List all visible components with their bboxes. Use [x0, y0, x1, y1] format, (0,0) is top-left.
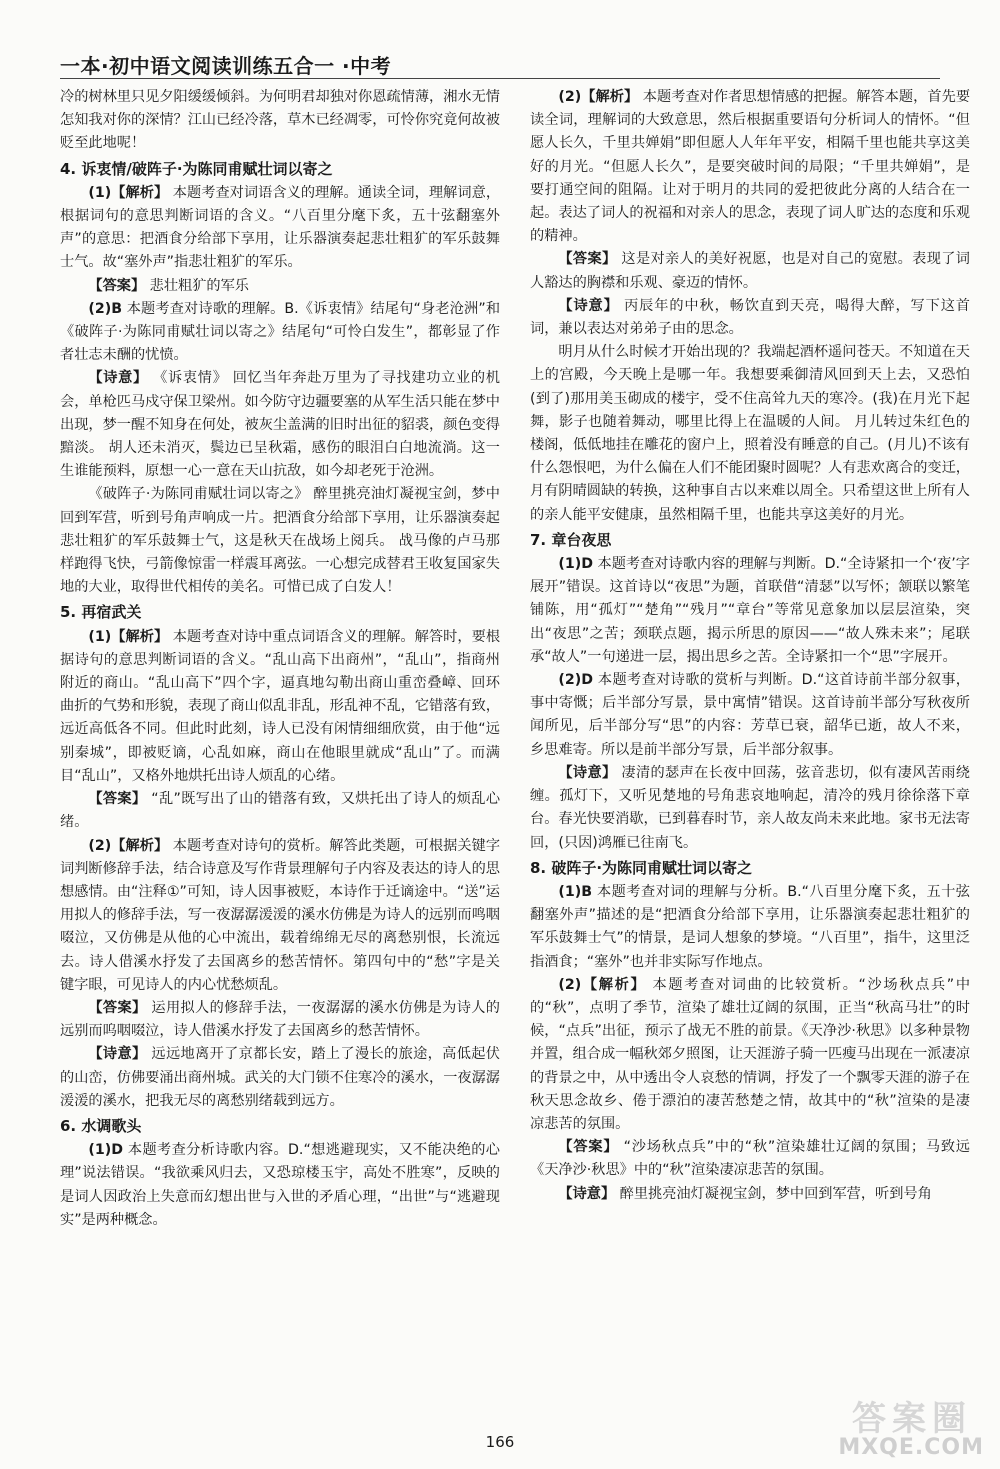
- section-heading: [60, 1115, 500, 1138]
- answer-tag: 【答案】: [558, 1139, 619, 1156]
- paragraph-text: 这是对亲人的美好祝愿，也是对自己的宽慰。表现了词人豁达的胸襟和乐观、豪迈的情怀。: [530, 251, 970, 291]
- paragraph: [60, 367, 500, 483]
- paragraph-text: 运用拟人的修辞手法，一夜潺潺的溪水仿佛是为诗人的远别而呜咽啜泣，诗人借溪水抒发了去国离乡的愁苦情怀。: [60, 999, 500, 1040]
- answer-tag: (1)【解析】: [88, 184, 169, 201]
- answer-tag: (2)B: [88, 300, 123, 317]
- answer-tag: (2)【解析】: [558, 976, 647, 993]
- answer-tag: 【诗意】: [88, 1046, 147, 1063]
- paragraph: [530, 762, 970, 855]
- paragraph-text: 8. 破阵子·为陈同甫赋壮词以寄之: [530, 858, 753, 877]
- section-heading: [60, 158, 500, 181]
- right-column: [530, 86, 970, 1206]
- answer-tag: 【诗意】: [558, 297, 619, 314]
- paragraph-text: 凄清的瑟声在长夜中回荡，弦音悲切，似有凄风苦雨绕缠。孤灯下，又听见楚地的号角悲哀地响起，清冷的残月徐徐落下章台。春光快要消歇，已到暮春时节，亲人故友尚未来此地。家书无法寄回，(只因)鸿雁已往南飞。: [530, 764, 970, 851]
- paragraph: [60, 1043, 500, 1113]
- paragraph: [60, 997, 500, 1043]
- paragraph-text: 本题考查对诗歌内容的理解与判断。D.“全诗紧扣一个‘夜’字展开”错误。这首诗以“夜思”为题，首联借“清瑟”以写怀；颔联以繁笔铺陈，用“孤灯”“楚角”“残月”“章台”等常见意象加以层层渲染，突出“夜思”之苦；颈联点题，揭示所思的原因——“故人殊未来”；尾联承“故人”一句递进一层，揭出思乡之苦。全诗紧扣一个“思”字展开。: [530, 556, 970, 665]
- paragraph: [60, 788, 500, 834]
- answer-tag: (1)【解析】: [88, 628, 169, 645]
- answer-tag: 【诗意】: [558, 764, 617, 781]
- paragraph-text: 本题考查分析诗歌内容。D.“想逃避现实，又不能决绝的心理”说法错误。“我欲乘风归去，又恐琼楼玉宇，高处不胜寒”，反映的是词人因政治上失意而幻想出世与入世的矛盾心理，“出世”与“逃避现实”是两种概念。: [60, 1142, 500, 1228]
- paragraph-text: 6. 水调歌头: [60, 1116, 142, 1135]
- page-header-title: 一本·初中语文阅读训练五合一 ·中考: [60, 54, 392, 78]
- paragraph-text: 明月从什么时候才开始出现的？我端起酒杯遥问苍天。不知道在天上的宫殿，今天晚上是哪一年。我想要乘御清风回到天上去，又恐怕(到了)那用美玉砌成的楼宇，受不住高耸九天的寒冷。(我)在月光下起舞，影子也随着舞动，哪里比得上在温暖的人间。 月儿转过朱红色的楼阁，低低地挂在雕花的窗户上，照着没有睡意的自己。(月儿)不该有什么怨恨吧，为什么偏在人们不能团聚时圆呢？人有悲欢离合的变迁，月有阴晴圆缺的转换，这种事自古以来难以周全。只希望这世上所有人的亲人能平安健康，虽然相隔千里，也能共享这美好的月光。: [530, 344, 970, 523]
- paragraph: [60, 86, 500, 156]
- paragraph-text: “乱”既写出了山的错落有致，又烘托出了诗人的烦乱心绪。: [60, 791, 501, 831]
- paragraph: [530, 248, 970, 294]
- paragraph: [530, 86, 970, 248]
- paragraph-text: 《破阵子·为陈同甫赋壮词以寄之》 醉里挑亮油灯凝视宝剑，梦中回到军营，听到号角声响成一片。把酒食分给部下享用，让乐器演奏起悲壮粗犷的军乐鼓舞士气，这是秋天在战场上阅兵。 战马像的卢马那样跑得飞快，弓箭像惊雷一样震耳离弦。一心想完成替君王收复国家失地的大业，取得世代相传的美名。可惜已成了白发人！: [60, 486, 500, 596]
- answer-tag: 【答案】: [558, 251, 617, 268]
- answer-tag: 【答案】: [88, 277, 146, 294]
- answer-tag: (1)D: [558, 556, 594, 573]
- paragraph-text: 《诉衷情》 回忆当年奔赴万里为了寻找建功立业的机会，单枪匹马戍守保卫梁州。如今防守边疆要塞的从军生活只能在梦中出现，梦一醒不知身在何处，被灰尘盖满的旧时出征的貂裘，颜色变得黯淡。 胡人还未消灭，鬓边已呈秋霜，感伤的眼泪白白地流淌。这一生谁能预料，原想一心一意在天山抗敌，如今却老死于沧洲。: [60, 370, 500, 480]
- paragraph: [530, 341, 970, 527]
- paragraph-text: 本题考查对词的理解与分析。B.“八百里分麾下炙，五十弦翻塞外声”描述的是“把酒食分给部下享用，让乐器演奏起悲壮粗犷的军乐鼓舞士气”的情景，是词人想象的梦境。“八百里”，指牛，这里泛指酒食；“塞外”也并非实际写作地点。: [530, 883, 970, 970]
- answer-tag: 【诗意】: [558, 1185, 616, 1202]
- paragraph: [60, 483, 500, 599]
- paragraph-text: 本题考查对诗句的赏析。解答此类题，可根据关键字词判断修辞手法，结合诗意及写作背景理解句子内容及表达的诗人的思想感情。由“注释①”可知，诗人因事被贬，本诗作于迁谪途中。“送”运用拟人的修辞手法，写一夜潺潺湲湲的溪水仿佛是为诗人的远别而鸣咽啜泣，又仿佛是从他的心中流出，载着绵绵无尽的离愁别恨，长流远去。诗人借溪水抒发了去国离乡的愁苦情怀。第四句中的“愁”字是关键字眼，可见诗人的内心忧愁烦乱。: [60, 837, 501, 993]
- paragraph-text: 4. 诉衷情/破阵子·为陈同甫赋壮词以寄之: [60, 159, 333, 178]
- paragraph-text: 本题考查对词曲的比较赏析。“沙场秋点兵”中的“秋”，点明了季节，渲染了雄壮辽阔的氛围，正当“秋高马壮”的时候，“点兵”出征，预示了战无不胜的前景。《天净沙·秋思》以多种景物并置，组合成一幅秋郊夕照图，让天涯游子骑一匹瘦马出现在一派凄凉的背景之中，从中透出令人哀愁的情调，抒发了一个飘零天涯的游子在秋天思念故乡、倦于漂泊的凄苦愁楚之情，故其中的“秋”渲染的是凄凉悲苦的氛围。: [530, 976, 971, 1132]
- paragraph-text: 丙辰年的中秋，畅饮直到天亮，喝得大醉，写下这首词，兼以表达对弟弟子由的思念。: [530, 297, 970, 338]
- answer-tag: 【诗意】: [88, 370, 148, 387]
- paragraph: [530, 1183, 970, 1206]
- paragraph-text: “沙场秋点兵”中的“秋”渲染雄壮辽阔的氛围；马致远《天净沙·秋思》中的“秋”渲染凄凉悲苦的氛围。: [530, 1139, 970, 1179]
- paragraph: [530, 669, 970, 762]
- paragraph: [60, 275, 500, 298]
- section-heading: [530, 529, 970, 552]
- paragraph: [60, 835, 500, 997]
- paragraph: [530, 553, 970, 669]
- paragraph-text: 远远地离开了京都长安，踏上了漫长的旅途，高低起伏的山峦，仿佛要涌出商州城。武关的大门锁不住寒冷的溪水，一夜潺潺湲湲的溪水，把我无尽的离愁别绪载到远方。: [60, 1046, 500, 1109]
- answer-tag: 【答案】: [88, 791, 147, 808]
- answer-tag: 【答案】: [88, 999, 147, 1016]
- paragraph: [60, 1139, 500, 1232]
- answer-tag: (2)【解析】: [558, 89, 639, 105]
- watermark-bottom-text: MXQE.COM: [838, 1435, 984, 1460]
- watermark-logo: [782, 1391, 992, 1465]
- paragraph-text: 醉里挑亮油灯凝视宝剑，梦中回到军营，听到号角: [619, 1185, 932, 1202]
- paragraph-text: 7. 章台夜思: [530, 530, 612, 549]
- paragraph: [530, 1136, 970, 1182]
- paragraph: [60, 626, 500, 788]
- paragraph: [530, 974, 970, 1136]
- paragraph-text: 本题考查对词语含义的理解。通读全词，理解词意，根据词句的意思判断词语的含义。“八百里分麾下炙，五十弦翻塞外声”的意思：把酒食分给部下享用，让乐器演奏起悲壮粗犷的军乐鼓舞士气。故“塞外声”指悲壮粗犷的军乐。: [60, 184, 501, 271]
- answer-tag: (2)D: [558, 672, 594, 689]
- paragraph-text: 本题考查对诗歌的赏析与判断。D.“这首诗前半部分叙事，事中寄慨；后半部分写景，景中寓情”错误。这首诗前半部分写秋夜所闻所见，后半部分写“思”的内容：芳草已衰，韶华已逝，故人不来，乡思难寄。所以是前半部分写景，后半部分叙事。: [530, 672, 970, 758]
- paragraph-text: 本题考查对诗中重点词语含义的理解。解答时，要根据诗句的意思判断词语的含义。“乱山高下出商州”，“乱山”，指商州附近的商山。“乱山高下”四个字，逼真地勾勒出商山重峦叠嶂、回环曲折的气势和形貌，表现了商山似乱非乱，形乱神不乱，它错落有致，远近高低各不同。但此时此刻，诗人已没有闲情细细欣赏，由于他“远别秦城”，即被贬谪，心乱如麻，商山在他眼里就成“乱山”了。而满目“乱山”，又格外地烘托出诗人烦乱的心绪。: [60, 628, 501, 784]
- answer-tag: (2)【解析】: [88, 837, 169, 854]
- watermark-top-text: 答案圈: [852, 1399, 972, 1439]
- paragraph-text: 本题考查对诗歌的理解。B.《诉衷情》结尾句“身老沧洲”和《破阵子·为陈同甫赋壮词以寄之》结尾句“可怜白发生”，都彰显了作者壮志未酬的忧愤。: [60, 300, 501, 364]
- paragraph-text: 冷的树林里只见夕阳缓缓倾斜。为何明君却独对你恩疏情薄，湘水无情怎知我对你的深情？江山已经冷落，草木已经凋零，可怜你究竟何故被贬至此地呢！: [60, 89, 500, 152]
- paragraph: [530, 881, 970, 974]
- header-divider: [60, 78, 940, 79]
- paragraph-text: 5. 再宿武关: [60, 603, 142, 622]
- paragraph-text: 本题考查对作者思想情感的把握。解答本题，首先要读全词，理解词的大致意思，然后根据重要语句分析词人的情怀。“但愿人长久，千里共婵娟”即但愿人人年年平安，相隔千里也能共享这美好的月光。“但愿人长久”，是要突破时间的局限；“千里共婵娟”，是要打通空间的阻隔。让对于明月的共同的爱把彼此分离的人结合在一起。表达了词人的祝福和对亲人的思念，表现了词人旷达的态度和乐观的精神。: [530, 89, 971, 245]
- paragraph: [60, 298, 500, 368]
- paragraph: [60, 182, 500, 275]
- paragraph-text: 悲壮粗犷的军乐: [149, 277, 249, 294]
- section-heading: [530, 857, 970, 880]
- answer-tag: (1)D: [88, 1142, 124, 1159]
- left-column: [60, 86, 500, 1232]
- answer-tag: (1)B: [558, 883, 593, 900]
- paragraph: [530, 295, 970, 341]
- section-heading: [60, 601, 500, 624]
- page-number: 166: [485, 1433, 515, 1451]
